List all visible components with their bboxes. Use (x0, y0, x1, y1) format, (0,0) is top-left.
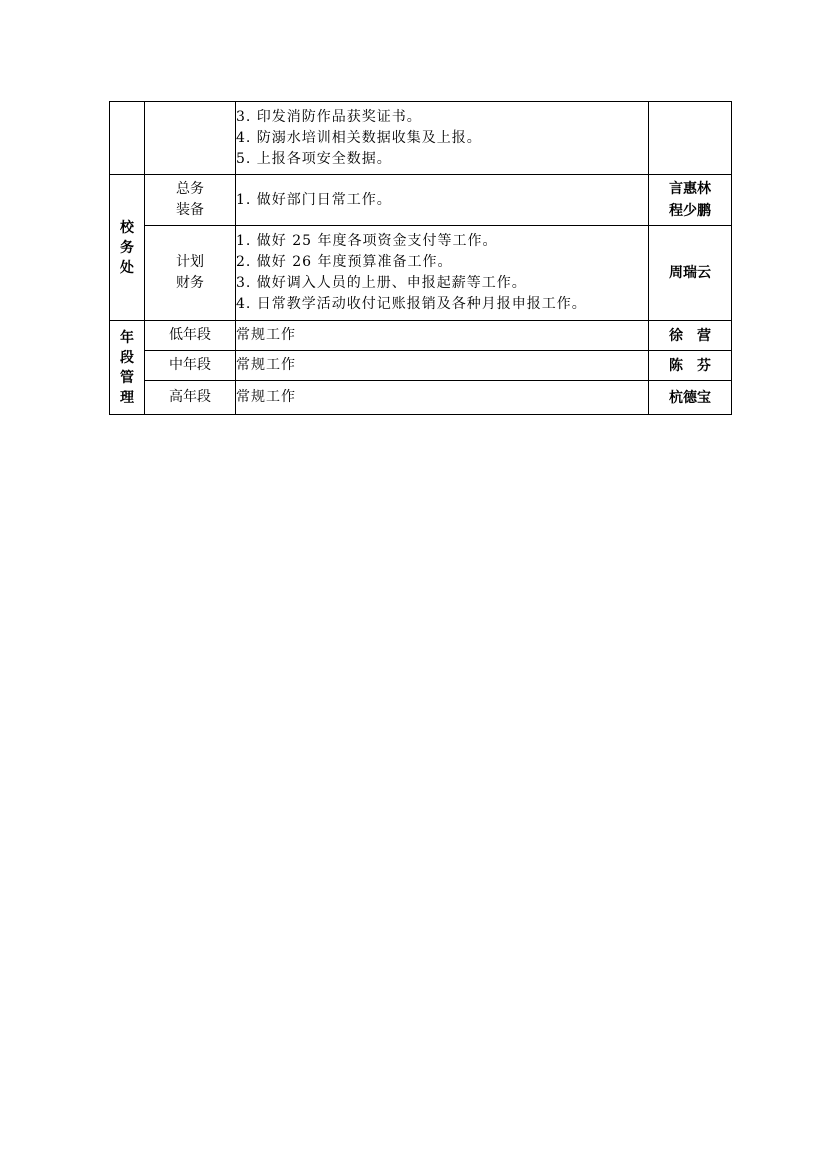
dept-school-affairs-char-2: 务 (120, 239, 134, 256)
owner-mid-grade (649, 351, 732, 381)
dept-grade-management (110, 321, 145, 415)
dept-grade-char-1: 年 (120, 329, 134, 346)
owner-high-grade: 杭德宝 (649, 381, 732, 415)
sub-high-grade: 高年段 (145, 381, 236, 415)
sub-mid-grade: 中年段 (145, 351, 236, 381)
work-plan-table (109, 101, 732, 415)
owner-general-affairs (649, 175, 732, 226)
owner-finance: 周瑞云 (649, 226, 732, 321)
general-item-1: 1. 做好部门日常工作。 (236, 191, 392, 208)
owner-cell-empty (649, 102, 732, 175)
owner-low-grade (649, 321, 732, 351)
dept-grade-char-3: 管 (120, 369, 134, 386)
dept-cell-empty (110, 102, 145, 175)
low-grade-content-text: 常规工作 (236, 327, 296, 343)
high-grade-content-text: 常规工作 (236, 389, 296, 405)
high-grade-content (236, 381, 649, 415)
sub-general-line2: 装备 (176, 202, 204, 218)
owner-mid-grade-name: 陈芬 (669, 357, 725, 374)
safety-item-5: 5. 上报各项安全数据。 (236, 150, 392, 167)
safety-item-3: 3. 印发消防作品获奖证书。 (236, 108, 422, 125)
sub-general-affairs (145, 175, 236, 226)
table-row-general-affairs (110, 175, 732, 226)
owner-name-1: 言惠林 (669, 181, 711, 197)
mid-grade-content-text: 常规工作 (236, 357, 296, 373)
sub-finance-line1: 计划 (176, 254, 204, 270)
dept-school-affairs (110, 175, 145, 321)
sub-low-grade: 低年段 (145, 321, 236, 351)
finance-content-cell (236, 226, 649, 321)
table-row-low-grade (110, 321, 732, 351)
general-content-cell (236, 175, 649, 226)
owner-name-2: 程少鹏 (669, 203, 711, 219)
table-row-safety (110, 102, 732, 175)
low-grade-content (236, 321, 649, 351)
sub-finance (145, 226, 236, 321)
mid-grade-content (236, 351, 649, 381)
safety-content-cell (236, 102, 649, 175)
sub-general-line1: 总务 (176, 181, 204, 197)
table-row-finance (110, 226, 732, 321)
dept-grade-char-4: 理 (120, 389, 134, 406)
owner-low-grade-name: 徐营 (669, 327, 725, 344)
table-row-high-grade (110, 381, 732, 415)
finance-item-3: 3. 做好调入人员的上册、申报起薪等工作。 (236, 275, 527, 291)
sub-cell-empty (145, 102, 236, 175)
dept-school-affairs-char-1: 校 (120, 219, 134, 236)
dept-school-affairs-char-3: 处 (120, 259, 134, 276)
finance-item-4: 4. 日常教学活动收付记账报销及各种月报申报工作。 (236, 296, 587, 312)
dept-grade-char-2: 段 (120, 349, 134, 366)
safety-item-4: 4. 防溺水培训相关数据收集及上报。 (236, 129, 482, 146)
finance-item-1: 1. 做好 25 年度各项资金支付等工作。 (236, 233, 498, 249)
finance-item-2: 2. 做好 26 年度预算准备工作。 (236, 254, 453, 270)
sub-finance-line2: 财务 (176, 275, 204, 291)
table-row-mid-grade (110, 351, 732, 381)
